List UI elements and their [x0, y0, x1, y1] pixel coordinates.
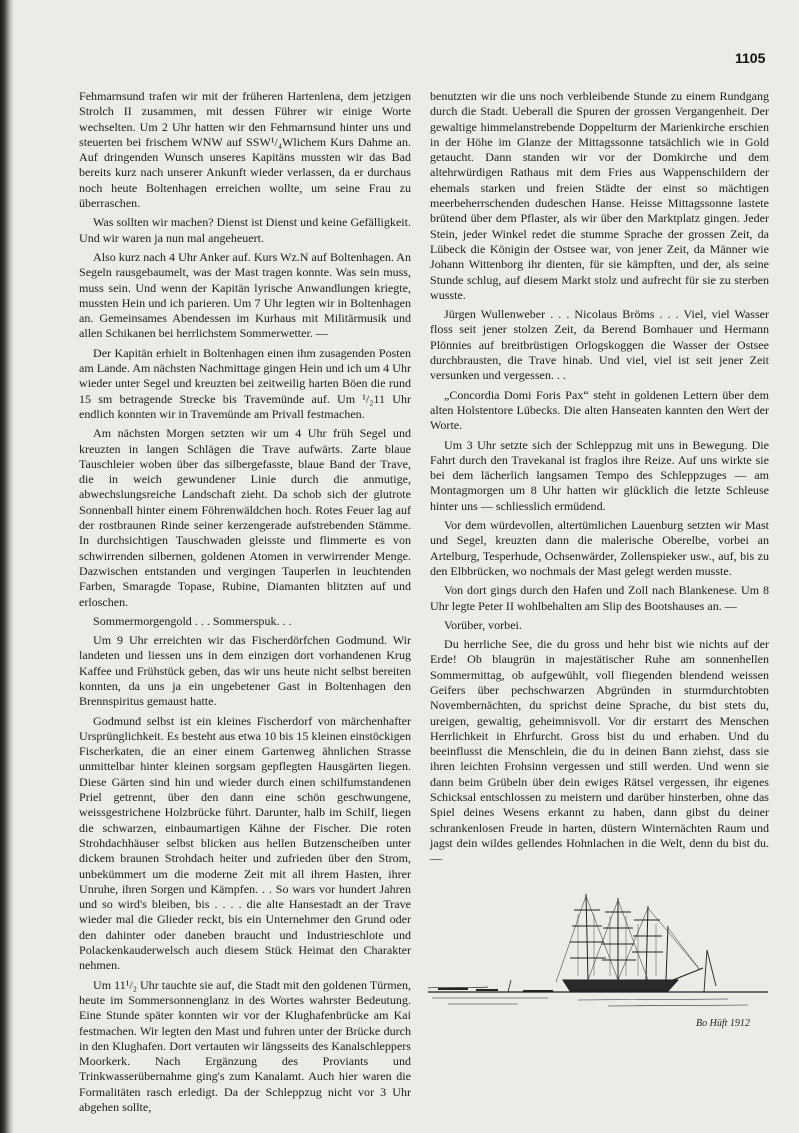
paragraph: Was sollten wir machen? Dienst ist Dienst und keine Gefälligkeit. Und wir waren ja nun mal angeheuert. [79, 215, 411, 245]
right-column [430, 89, 769, 871]
page-number: 1105 [735, 50, 766, 66]
paragraph: Also kurz nach 4 Uhr Anker auf. Kurs Wz.N auf Boltenhagen. An Segeln rausgebaumelt, was der Mast tragen konnte. Was sein muss, muss sein. Und wenn der Kapitän lyrische Anwandlungen kriegte, mussten Hein und ich parieren. Um 7 Uhr legten wir in Boltenhagen an. Gemeinsames Abendessen im Kurhaus mit Militärmusik und allen Schikanen bei herrlichstem Sommerwetter. — [79, 249, 411, 341]
sailing-ship-illustration [428, 888, 768, 1038]
paragraph: Von dort gings durch den Hafen und Zoll nach Blankenese. Um 8 Uhr legte Peter II wohlbehalten am Slip des Bootshauses an. — [430, 583, 769, 613]
paragraph: Um 9 Uhr erreichten wir das Fischerdörfchen Godmund. Wir landeten und liessen uns in dem einzigen dort vorhandenen Krug Kaffee und Frühstück geben, das wir uns heute nicht selbst bereiten konnten, da uns ja ein ungebetener Gast in Boltenhagen den Brennspiritus gemaust hatte. [79, 633, 411, 709]
paragraph: Vorüber, vorbei. [444, 617, 522, 632]
paragraph: „Concordia Domi Foris Pax“ steht in goldenen Lettern über dem alten Holstentore Lübecks. Die alten Hanseaten kannten den Wert der Worte. [430, 387, 769, 433]
paragraph: Vor dem würdevollen, altertümlichen Lauenburg setzten wir Mast und Segel, kreuzten dann die malerische Oberelbe, vorbei an Artelburg, Tesperhude, Ochsenwärder, Zollenspieker usw., auf, bis zu den Elbbrücken, wo nochmals der Mast gelegt werden musste. [430, 518, 769, 578]
paragraph: benutzten wir die uns noch verbleibende Stunde zu einem Rundgang durch die Stadt. Ueberall die Spuren der grossen Vergangenheit. Der gewaltige himmelanstrebende Doppelturm der Marienkirche erschien in der Höhe im Glanze der Mittagssonne tatsächlich wie in Gold getaucht. Dann standen wir vor der Domkirche und dem altehrwürdigen Rathaus mit dem Fries aus Wappenschildern der ehemals starken und freien Städte der einst so mächtigen meerbeherrschenden dudeschen Hanse. Heisse Mittagssonne lastete brütend über dem Pflaster, als wir über den Marktplatz gingen. Jeder Stein, jeder Winkel redet die stumme Sprache der grossen Zeit, da Lübeck die Königin der Ostsee war, von jener Zeit, da Männer wie Johann Wittenborg ihr dienten, für sie kämpften, und der, als seine Stunde schlug, auf diesem Markt stolz und aufrecht für sie zu sterben wusste. [430, 89, 769, 302]
paragraph: Am nächsten Morgen setzten wir um 4 Uhr früh Segel und kreuzten in langen Schlägen die Trave aufwärts. Zarte blaue Tauschleier woben über das silbergefasste, blaue Band der Trave, die in weich gewundener Linie durch die anmutige, abwechslungsreiche Landschaft zieht. Da schob sich der glutrote Sonnenball hinter einem Föhrenwäldchen hoch. Rotes Feuer lag auf der rostbraunen Rinde seiner kerzengerade aufstrebenden Stämme. In durchsichtigen Tauschwaden gleisste und flimmerte es von schwirrenden silbernen, goldenen Atomen in verwirrender Menge. Dazwischen entstanden und vergingen Tauperlen in leuchtenden Farben, Smaragde Topase, Rubine, Diamanten blitzten auf und erloschen. [79, 426, 411, 609]
paragraph: Um 11¹/₂ Uhr tauchte sie auf, die Stadt mit den goldenen Türmen, heute im Sommersonnenglanz in des Wortes wahrster Bedeutung. Eine Stunde später konnten wir vor der Klughafenbrücke am Kai festmachen. Wir legten den Mast und fuhren unter der Brücke durch in den Klughafen. Dort vertauten wir längsseits des Kanalschleppers Moorkerk. Nach Ergänzung des Proviants und Trinkwasserübernahme ging's zum Kanalamt. Auch hier waren die Formalitäten rasch erledigt. Da der Schleppzug nicht vor 3 Uhr abgehen sollte, [79, 977, 411, 1114]
paragraph: Godmund selbst ist ein kleines Fischerdorf von märchenhafter Ursprünglichkeit. Es besteht aus etwa 10 bis 15 kleinen einstöckigen Fischerkaten, die an einer einem Gartenweg ähnlichen Strasse unmittelbar hinter kleinen sorgsam gepflegten Hausgärten liegen. Diese Gärten sind hin und wieder durch einen schilfumstandenen Priel getrennt, über den dann eine schön geschwungene, weissgestrichene Holzbrücke führt. Darunter, halb im Schilf, liegen die schwarzen, einbaumartigen Kähne der Fischer. Die roten Strohdachhäuser selbst blicken aus hellen Butzenscheiben unter dickem braunen Strohdach heiter und zufrieden über den Strom, unbekümmert um die moderne Zeit mit all ihrem Hasten, ihrer Unruhe, ihren Sorgen und Kämpfen. . . So wars vor hundert Jahren und so wird's bleiben, bis . . . . die alte Hansestadt an der Trave wieder mal die Glieder reckt, bis ein Unternehmer den Grund oder den dahinter oder daneben braucht und Industrieschlote und Polackenkauderwelsch auch diesem Stück Heimat den Charakter nehmen. [79, 713, 411, 973]
illustration-signature: Bo Hüft 1912 [696, 1018, 750, 1029]
paragraph: Jürgen Wullenweber . . . Nicolaus Bröms . . . Viel, viel Wasser floss seit jener stolzen Zeit, da Berend Bomhauer und Hermann Plönnies auf breitbrüstigen Orlogskoggen die Wasser der Ostsee durchbrausten, die Trave hinab. Und viel, viel ist seit jener Zeit versunken und vergessen. . . [430, 307, 769, 383]
paragraph: Fehmarnsund trafen wir mit der früheren Hartenlena, dem jetzigen Strolch II zusammen, mit dessen Führer wir einige Worte wechselten. Um 2 Uhr hatten wir den Fehmarnsund hinter uns und steuerten bei frischem WNW auf SSW¹/₄Wlichem Kurs Dahme an. Auf dringenden Wunsch unseres Kapitäns mussten wir das Bad bereits kurz nach unserer Ankunft wieder verlassen, da er durchaus noch heute Boltenhagen erreichen wollte, um seine Frau zu überraschen. [79, 89, 411, 211]
scan-edge-shadow [0, 0, 14, 1133]
paragraph: Du herrliche See, die du gross und hehr bist wie nichts auf der Erde! Ob blaugrün in majestätischer Ruhe am sonnenhellen Sommermittag, ob aufgewühlt, voll fliegenden blendend weissen Geifers über pechschwarzen Abgründen in sturmdurchtobten Novembernächten, du sprichst deine Sprache, du bist stets du, ureigen, gewaltig, geheimnisvoll. Vor dir erstarrt des Menschen Herrlichkeit in Ehrfurcht. Gross bist du und erhaben. Und du beeinflusst die Menschlein, die du in deinen Bann ziehst, dass sie ihren leichten Frohsinn vergessen und still werden. Und wenn sie dann beim Grübeln über dein ewiges Rätsel vergessen, ihr eigenes Schicksal entschlossen zu meistern und darüber hinsterben, ohne das Spiel deines Wesens erkannt zu haben, dann gibst du deiner schrankenlosen Freude in harten, düstern Winternächten Raum und jagst dein wildes gellendes Hohnlachen in die Welt, denn du bist du. — [430, 637, 769, 866]
paragraph: Der Kapitän erhielt in Boltenhagen einen ihm zusagenden Posten am Lande. Am nächsten Nachmittage gingen Hein und ich um 4 Uhr wieder unter Segel und kreuzten bei zeitweilig harten Böen die rund 15 sm betragende Strecke bis Travemünde auf. Um ¹/₂11 Uhr endlich konnten wir in Travemünde am Privall festmachen. [79, 345, 411, 421]
paragraph: Um 3 Uhr setzte sich der Schleppzug mit uns in Bewegung. Die Fahrt durch den Travekanal ist fraglos ihre Reize. Auf uns wirkte sie bei dem lächerlich langsamen Tempo des Schleppzuges — am Montagmorgen um 8 Uhr hatten wir glücklich die letzte Schleuse hinter uns — schliesslich ermüdend. [430, 437, 769, 513]
paragraph: Sommermorgengold . . . Sommerspuk. . . [93, 613, 292, 628]
left-column [79, 89, 411, 1119]
